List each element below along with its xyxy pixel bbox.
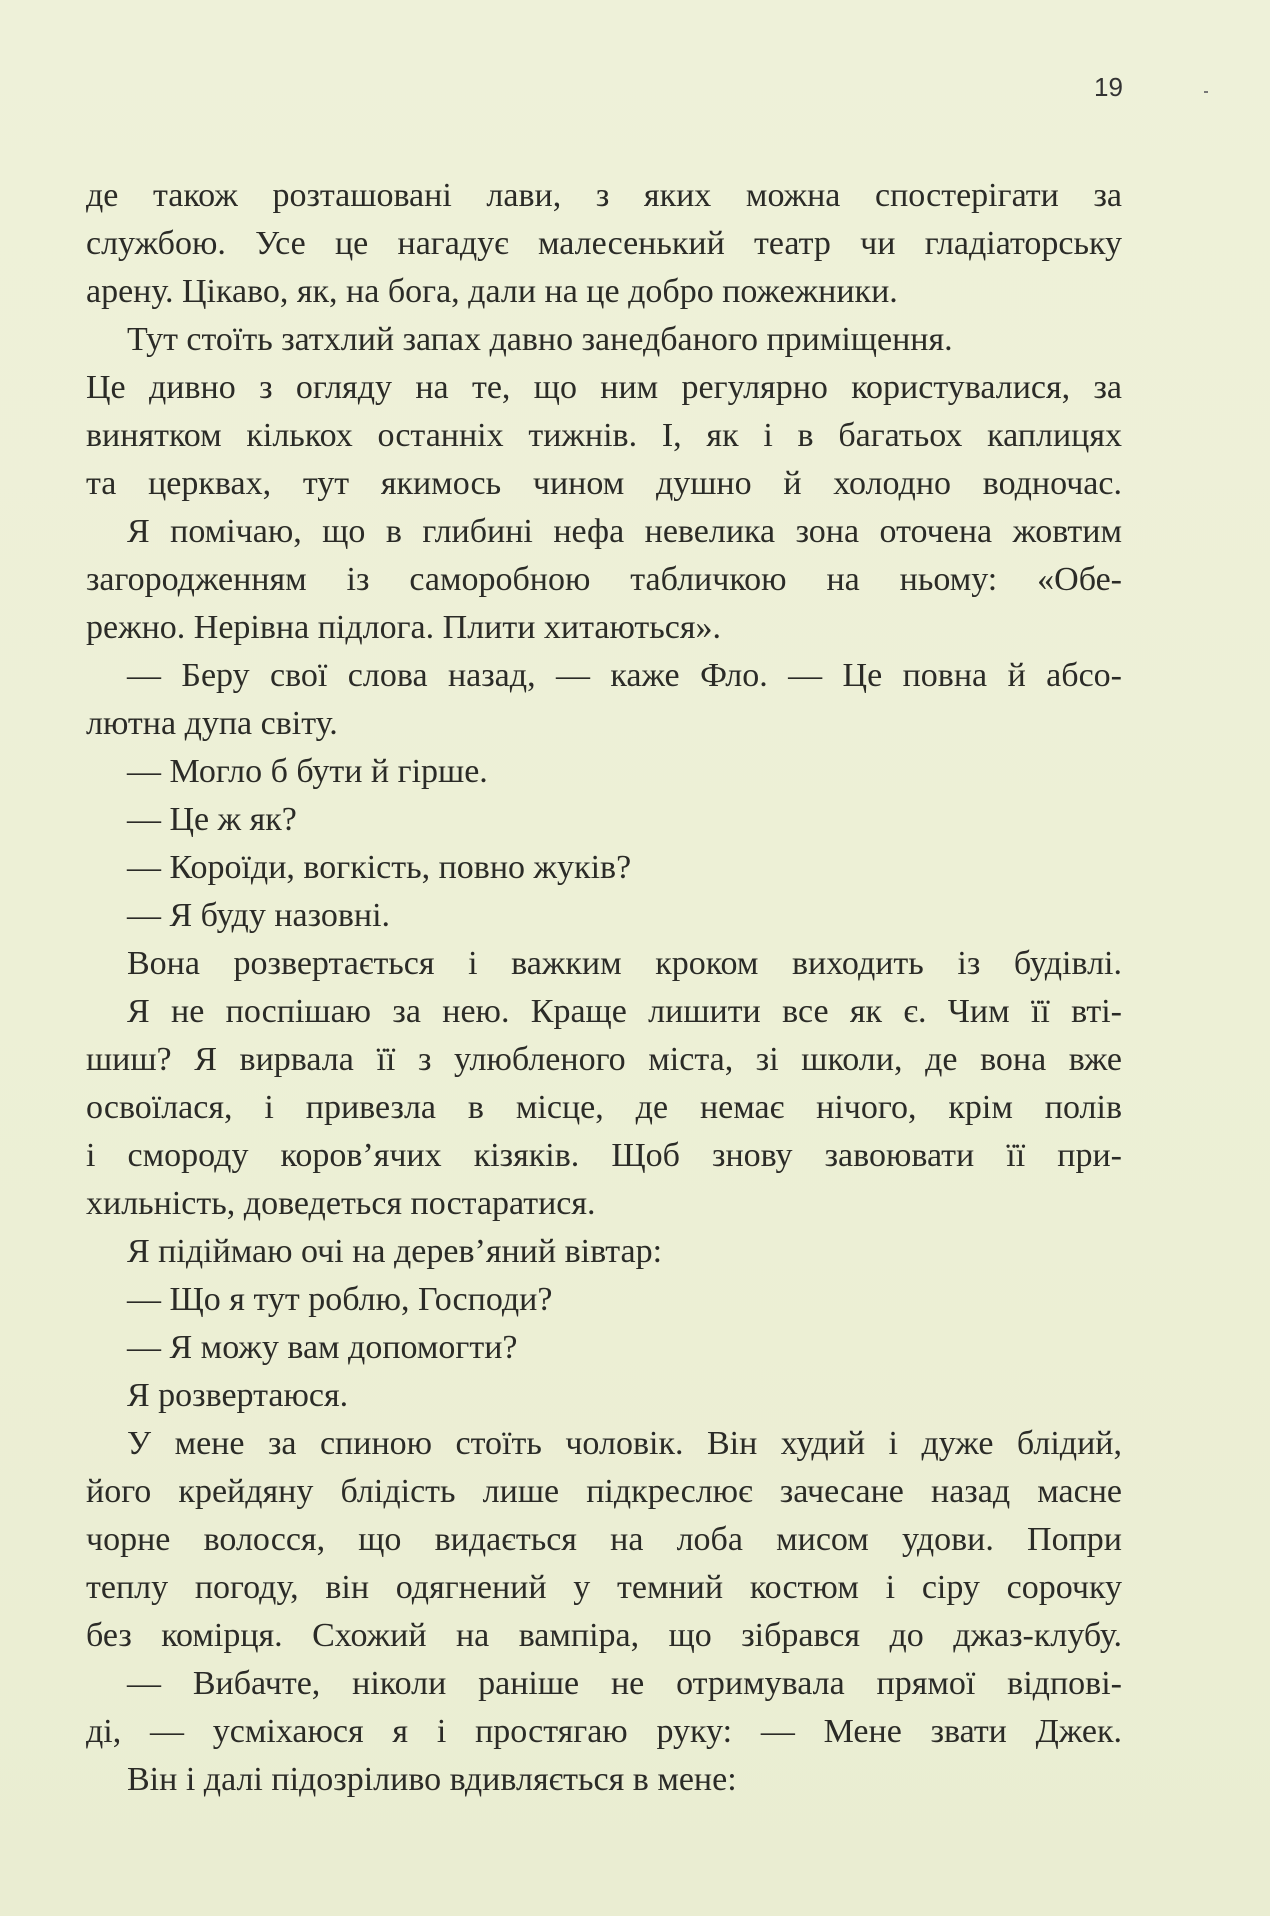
- page-number: 19: [1094, 72, 1123, 102]
- text-line: без комірця. Схожий на вампіра, що зібрався до джаз-клубу.: [86, 1617, 1122, 1654]
- text-line: Я не поспішаю за нею. Краще лишити все як є. Чим її вті-: [127, 993, 1122, 1030]
- text-line: винятком кількох останніх тижнів. І, як і в багатьох каплицях: [86, 417, 1122, 454]
- text-line: де також розташовані лави, з яких можна спостерігати за: [86, 177, 1122, 214]
- text-line: лютна дупа світу.: [86, 705, 338, 742]
- text-line: його крейдяну блідість лише підкреслює зачесане назад масне: [86, 1473, 1122, 1510]
- text-line: — Я можу вам допомогти?: [127, 1329, 518, 1366]
- text-line: і смороду коров’ячих кізяків. Щоб знову завоювати її при-: [86, 1137, 1122, 1174]
- text-line: освоїлася, і привезла в місце, де немає нічого, крім полів: [86, 1089, 1122, 1126]
- text-line: режно. Нерівна підлога. Плити хитаються».: [86, 609, 722, 646]
- text-line: та церквах, тут якимось чином душно й холодно водночас.: [86, 465, 1122, 502]
- text-line: — Короїди, вогкість, повно жуків?: [127, 849, 632, 886]
- text-line: — Я буду назовні.: [127, 897, 391, 934]
- text-line: Я підіймаю очі на дерев’яний вівтар:: [127, 1233, 663, 1270]
- text-line: — Вибачте, ніколи раніше не отримувала прямої відпові-: [127, 1665, 1122, 1702]
- text-line: Я розвертаюся.: [127, 1377, 349, 1414]
- text-line: службою. Усе це нагадує малесенький театр чи гладіаторську: [86, 225, 1122, 262]
- text-line: Це дивно з огляду на те, що ним регулярно користувалися, за: [86, 369, 1122, 406]
- text-line: — Беру свої слова назад, — каже Фло. — Це повна й абсо-: [127, 657, 1122, 694]
- text-line: У мене за спиною стоїть чоловік. Він худий і дуже блідий,: [127, 1425, 1122, 1462]
- text-line: теплу погоду, він одягнений у темний костюм і сіру сорочку: [86, 1569, 1122, 1606]
- text-line: — Це ж як?: [127, 801, 297, 838]
- text-line: хильність, доведеться постаратися.: [86, 1185, 596, 1222]
- text-line: чорне волосся, що видається на лоба мисом удови. Попри: [86, 1521, 1122, 1558]
- text-line: Вона розвертається і важким кроком виходить із будівлі.: [127, 945, 1122, 982]
- text-line: — Що я тут роблю, Господи?: [127, 1281, 553, 1318]
- text-line: шиш? Я вирвала її з улюбленого міста, зі школи, де вона вже: [86, 1041, 1122, 1078]
- text-line: Він і далі підозріливо вдивляється в мене:: [127, 1761, 737, 1798]
- scan-speck: [1204, 91, 1208, 93]
- text-line: — Могло б бути й гірше.: [127, 753, 488, 790]
- text-line: арену. Цікаво, як, на бога, дали на це добро пожежники.: [86, 273, 898, 310]
- text-line: загородженням із саморобною табличкою на ньому: «Обе-: [86, 561, 1122, 598]
- text-line: Тут стоїть затхлий запах давно занедбаного приміщення.: [127, 321, 953, 358]
- text-line: ді, — усміхаюся я і простягаю руку: — Мене звати Джек.: [86, 1713, 1122, 1750]
- text-line: Я помічаю, що в глибині нефа невелика зона оточена жовтим: [127, 513, 1122, 550]
